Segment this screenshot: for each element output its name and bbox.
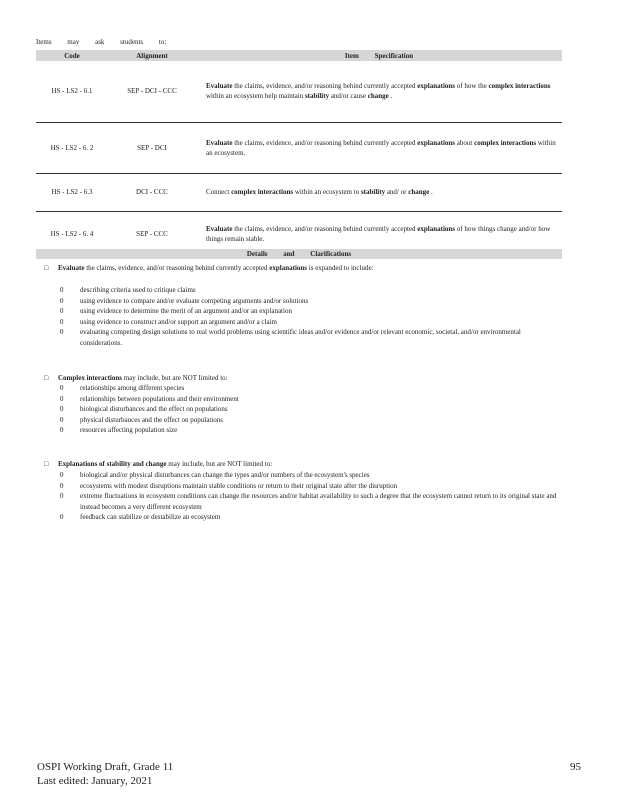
spec-text: the claims, evidence, and/or reasoning behind currently accepted: [232, 138, 418, 147]
square-bullet-icon: □: [44, 374, 49, 382]
list-item: [60, 481, 560, 492]
sub-bullet-icon: 0: [60, 492, 64, 500]
list-item-text: using evidence to determine the merit of an argument and/or an explanation: [80, 307, 292, 315]
spec-keyword: complex interactions: [488, 82, 551, 91]
section-explanations-list: [60, 470, 560, 523]
spec-keyword: explanations: [417, 82, 456, 91]
table-row: [36, 122, 562, 173]
list-item: [60, 285, 560, 296]
spec-text: within an ecosystem.: [206, 138, 556, 157]
spec-text: and/ or: [385, 188, 409, 196]
section-lead: Evaluate: [58, 264, 85, 272]
list-item-text: describing criteria used to critique claims: [80, 286, 196, 294]
square-bullet-icon: □: [44, 264, 49, 272]
list-item-text: relationships between populations and their environment: [80, 394, 239, 403]
spec-text: about: [455, 138, 475, 147]
row-code: HS - LS2 - 6. 2: [36, 122, 108, 173]
header-code: Code: [36, 50, 108, 61]
sub-bullet-icon: 0: [60, 296, 64, 305]
sub-bullet-icon: 0: [60, 471, 64, 479]
footer-last-edited: Last edited: January, 2021: [37, 775, 153, 787]
sub-bullet-icon: 0: [60, 307, 64, 315]
spec-keyword: complex interactions: [231, 188, 294, 196]
list-item-text: extreme fluctuations in ecosystem conditions can change the resources and/or habitat availability to such a degree that the ecosystem cannot return to its original state and instead becomes a very different ecosystem: [80, 492, 557, 511]
row-alignment: DCI - CCC: [108, 173, 196, 211]
spec-text: the claims, evidence, and/or reasoning behind currently accepted: [232, 82, 418, 91]
section-text: may include, but are NOT limited to:: [121, 374, 228, 382]
section-complex-interactions-list: [60, 383, 560, 436]
sub-bullet-icon: 0: [60, 317, 64, 326]
list-item-text: biological and/or physical disturbances can change the types and/or numbers of the ecosystem's species: [80, 471, 370, 479]
sub-bullet-icon: 0: [60, 384, 64, 392]
row-alignment: SEP - DCI: [108, 122, 196, 173]
list-item: [60, 394, 560, 405]
list-item: [60, 404, 560, 415]
list-item-text: using evidence to construct and/or support an argument and/or a claim: [80, 317, 277, 326]
sub-bullet-icon: 0: [60, 481, 64, 490]
list-item: [60, 470, 560, 481]
spec-text: within an ecosystem help maintain: [206, 92, 305, 101]
row-code: HS - LS2 - 6.3: [36, 173, 108, 211]
table-row: [36, 61, 562, 122]
spec-text: within an ecosystem to: [293, 188, 361, 196]
list-item-text: ecosystems with modest disruptions maintain stable conditions or return to their original state after the disruption: [80, 481, 398, 490]
header-alignment: Alignment: [108, 50, 196, 61]
table-row: [36, 173, 562, 211]
sub-bullet-icon: 0: [60, 394, 64, 403]
row-code: HS - LS2 - 6.1: [36, 61, 108, 122]
list-item: [60, 327, 560, 348]
section-text: may include, but are NOT limited to:: [166, 460, 273, 468]
list-item: [60, 425, 560, 436]
spec-text: Connect: [206, 188, 232, 196]
list-item-text: biological disturbances and the effect on populations: [80, 405, 228, 413]
list-item: [60, 317, 560, 328]
sub-bullet-icon: 0: [60, 426, 64, 434]
header-item-specification: Item Specification: [196, 50, 562, 61]
sub-bullet-icon: 0: [60, 328, 64, 336]
row-alignment: SEP - DCI - CCC: [108, 61, 196, 122]
row-code: HS - LS2 - 6. 4: [50, 229, 94, 238]
spec-keyword: Evaluate: [206, 224, 233, 233]
spec-keyword: Evaluate: [206, 82, 233, 91]
section-lead: Complex interactions: [58, 374, 122, 382]
sub-bullet-icon: 0: [60, 405, 64, 413]
sub-bullet-icon: 0: [60, 415, 64, 424]
page-number: 95: [570, 761, 581, 773]
section-text: the claims, evidence, and/or reasoning behind currently accepted: [84, 264, 270, 272]
list-item: [60, 415, 560, 426]
spec-keyword: explanations: [417, 224, 456, 233]
row-specification: [196, 173, 562, 211]
spec-text: of how things change and/or how things remain stable.: [206, 224, 551, 243]
spec-keyword: change: [408, 188, 430, 196]
list-item-text: physical disturbances and the effect on populations: [80, 415, 223, 424]
spec-keyword: stability: [304, 92, 330, 101]
section-explanations: [44, 459, 562, 469]
list-item: [60, 383, 560, 394]
section-lead: Explanations of stability and change: [58, 460, 167, 468]
list-item-text: feedback can stabilize or destabilize an ecosystem: [80, 513, 221, 521]
section-text: is expanded to include:: [307, 264, 374, 272]
row-specification: [196, 61, 562, 122]
spec-text: .: [388, 92, 393, 101]
spec-keyword: complex interactions: [474, 138, 537, 147]
footer-draft-title: OSPI Working Draft, Grade 11: [37, 761, 174, 773]
spec-text: of how the: [455, 82, 489, 91]
section-evaluate-list: [60, 285, 560, 348]
item-specification-table: [36, 50, 562, 256]
section-evaluate: [44, 263, 562, 273]
row-specification: [196, 122, 562, 173]
sub-bullet-icon: 0: [60, 513, 64, 521]
section-complex-interactions: [44, 373, 562, 383]
list-item: [60, 512, 560, 523]
list-item-text: using evidence to compare and/or evaluate competing arguments and/or solutions: [80, 296, 309, 305]
list-item-text: relationships among different species: [80, 384, 185, 392]
intro-text: Items may ask students to:: [36, 38, 167, 46]
spec-text: the claims, evidence, and/or reasoning behind currently accepted: [232, 224, 418, 233]
spec-keyword: explanations: [417, 138, 456, 147]
spec-keyword: Evaluate: [206, 138, 233, 147]
list-item: [60, 296, 560, 307]
table-header-row: [36, 50, 562, 61]
sub-bullet-icon: 0: [60, 286, 64, 294]
spec-text: and/or cause: [329, 92, 368, 101]
square-bullet-icon: □: [44, 460, 49, 468]
spec-text: .: [429, 188, 433, 196]
list-item-text: evaluating competing design solutions to real world problems using scientific ideas and/or evidence and/or relevant economic, societal, and/or environmental considerations.: [80, 328, 521, 347]
spec-keyword: change: [367, 92, 389, 101]
list-item: [60, 306, 560, 317]
row-alignment: SEP - CCC: [136, 229, 168, 238]
section-keyword: explanations: [269, 264, 308, 272]
details-header: Details and Clarifications: [36, 249, 562, 259]
list-item: [60, 491, 560, 512]
list-item-text: resources affecting population size: [80, 426, 178, 434]
spec-keyword: stability: [360, 188, 386, 196]
